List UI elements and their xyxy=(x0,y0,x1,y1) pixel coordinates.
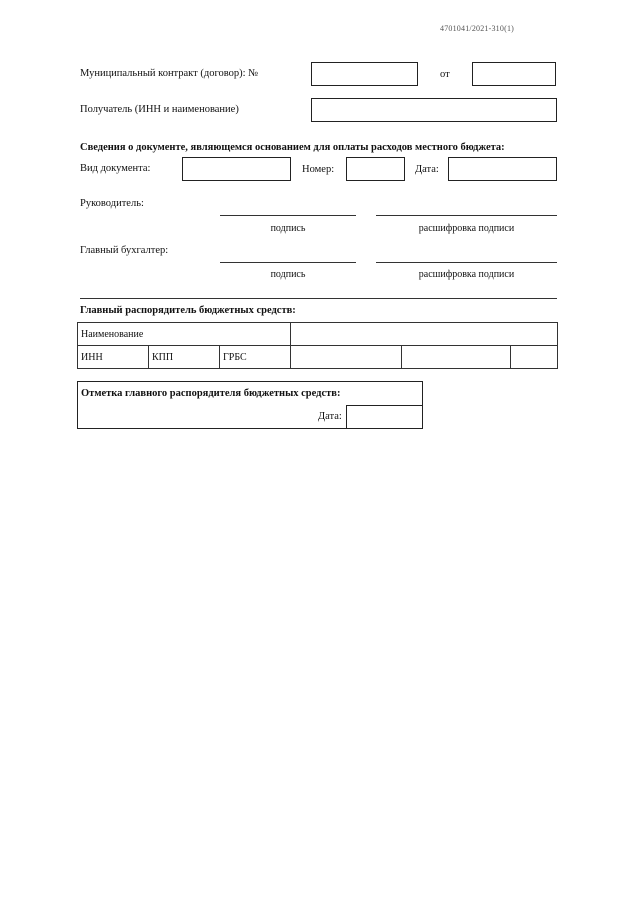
accountant-signature-caption: подпись xyxy=(270,269,306,280)
recipient-field[interactable] xyxy=(311,98,557,122)
mark-date-label: Дата: xyxy=(318,411,342,422)
contract-label: Муниципальный контракт (договор): № xyxy=(80,68,259,79)
inn-label-cell: ИНН xyxy=(78,346,149,369)
document-number-field[interactable] xyxy=(346,157,405,181)
section-divider xyxy=(80,298,557,299)
kpp-value-cell[interactable] xyxy=(402,346,511,369)
recipient-label: Получатель (ИНН и наименование) xyxy=(80,104,239,115)
contract-from-label: от xyxy=(440,69,450,80)
head-signature-line[interactable] xyxy=(220,215,356,216)
main-manager-heading: Главный распорядитель бюджетных средств: xyxy=(80,305,296,316)
accountant-decryption-caption: расшифровка подписи xyxy=(418,269,515,280)
kpp-label-cell: КПП xyxy=(149,346,220,369)
inn-value-cell[interactable] xyxy=(291,346,402,369)
head-signature-caption: подпись xyxy=(270,223,306,234)
document-type-label: Вид документа: xyxy=(80,163,151,174)
document-date-field[interactable] xyxy=(448,157,557,181)
head-decryption-caption: расшифровка подписи xyxy=(418,223,515,234)
head-decryption-line[interactable] xyxy=(376,215,557,216)
document-type-field[interactable] xyxy=(182,157,291,181)
grbs-value-cell[interactable] xyxy=(511,346,558,369)
accountant-decryption-line[interactable] xyxy=(376,262,557,263)
contract-number-field[interactable] xyxy=(311,62,418,86)
mark-heading: Отметка главного распорядителя бюджетных средств: xyxy=(81,388,341,399)
grbs-label-cell: ГРБС xyxy=(220,346,291,369)
document-info-heading: Сведения о документе, являющемся основанием для оплаты расходов местного бюджета: xyxy=(80,142,505,153)
mark-date-field[interactable] xyxy=(346,405,423,429)
document-date-label: Дата: xyxy=(415,164,439,175)
contract-date-field[interactable] xyxy=(472,62,556,86)
name-label-cell: Наименование xyxy=(78,323,291,346)
accountant-signature-line[interactable] xyxy=(220,262,356,263)
document-number-label: Номер: xyxy=(302,164,335,175)
accountant-label: Главный бухгалтер: xyxy=(80,245,169,256)
main-manager-table xyxy=(77,322,558,369)
document-id: 4701041/2021-310(1) xyxy=(440,24,515,33)
name-value-cell[interactable] xyxy=(291,323,558,346)
head-label: Руководитель: xyxy=(80,198,144,209)
